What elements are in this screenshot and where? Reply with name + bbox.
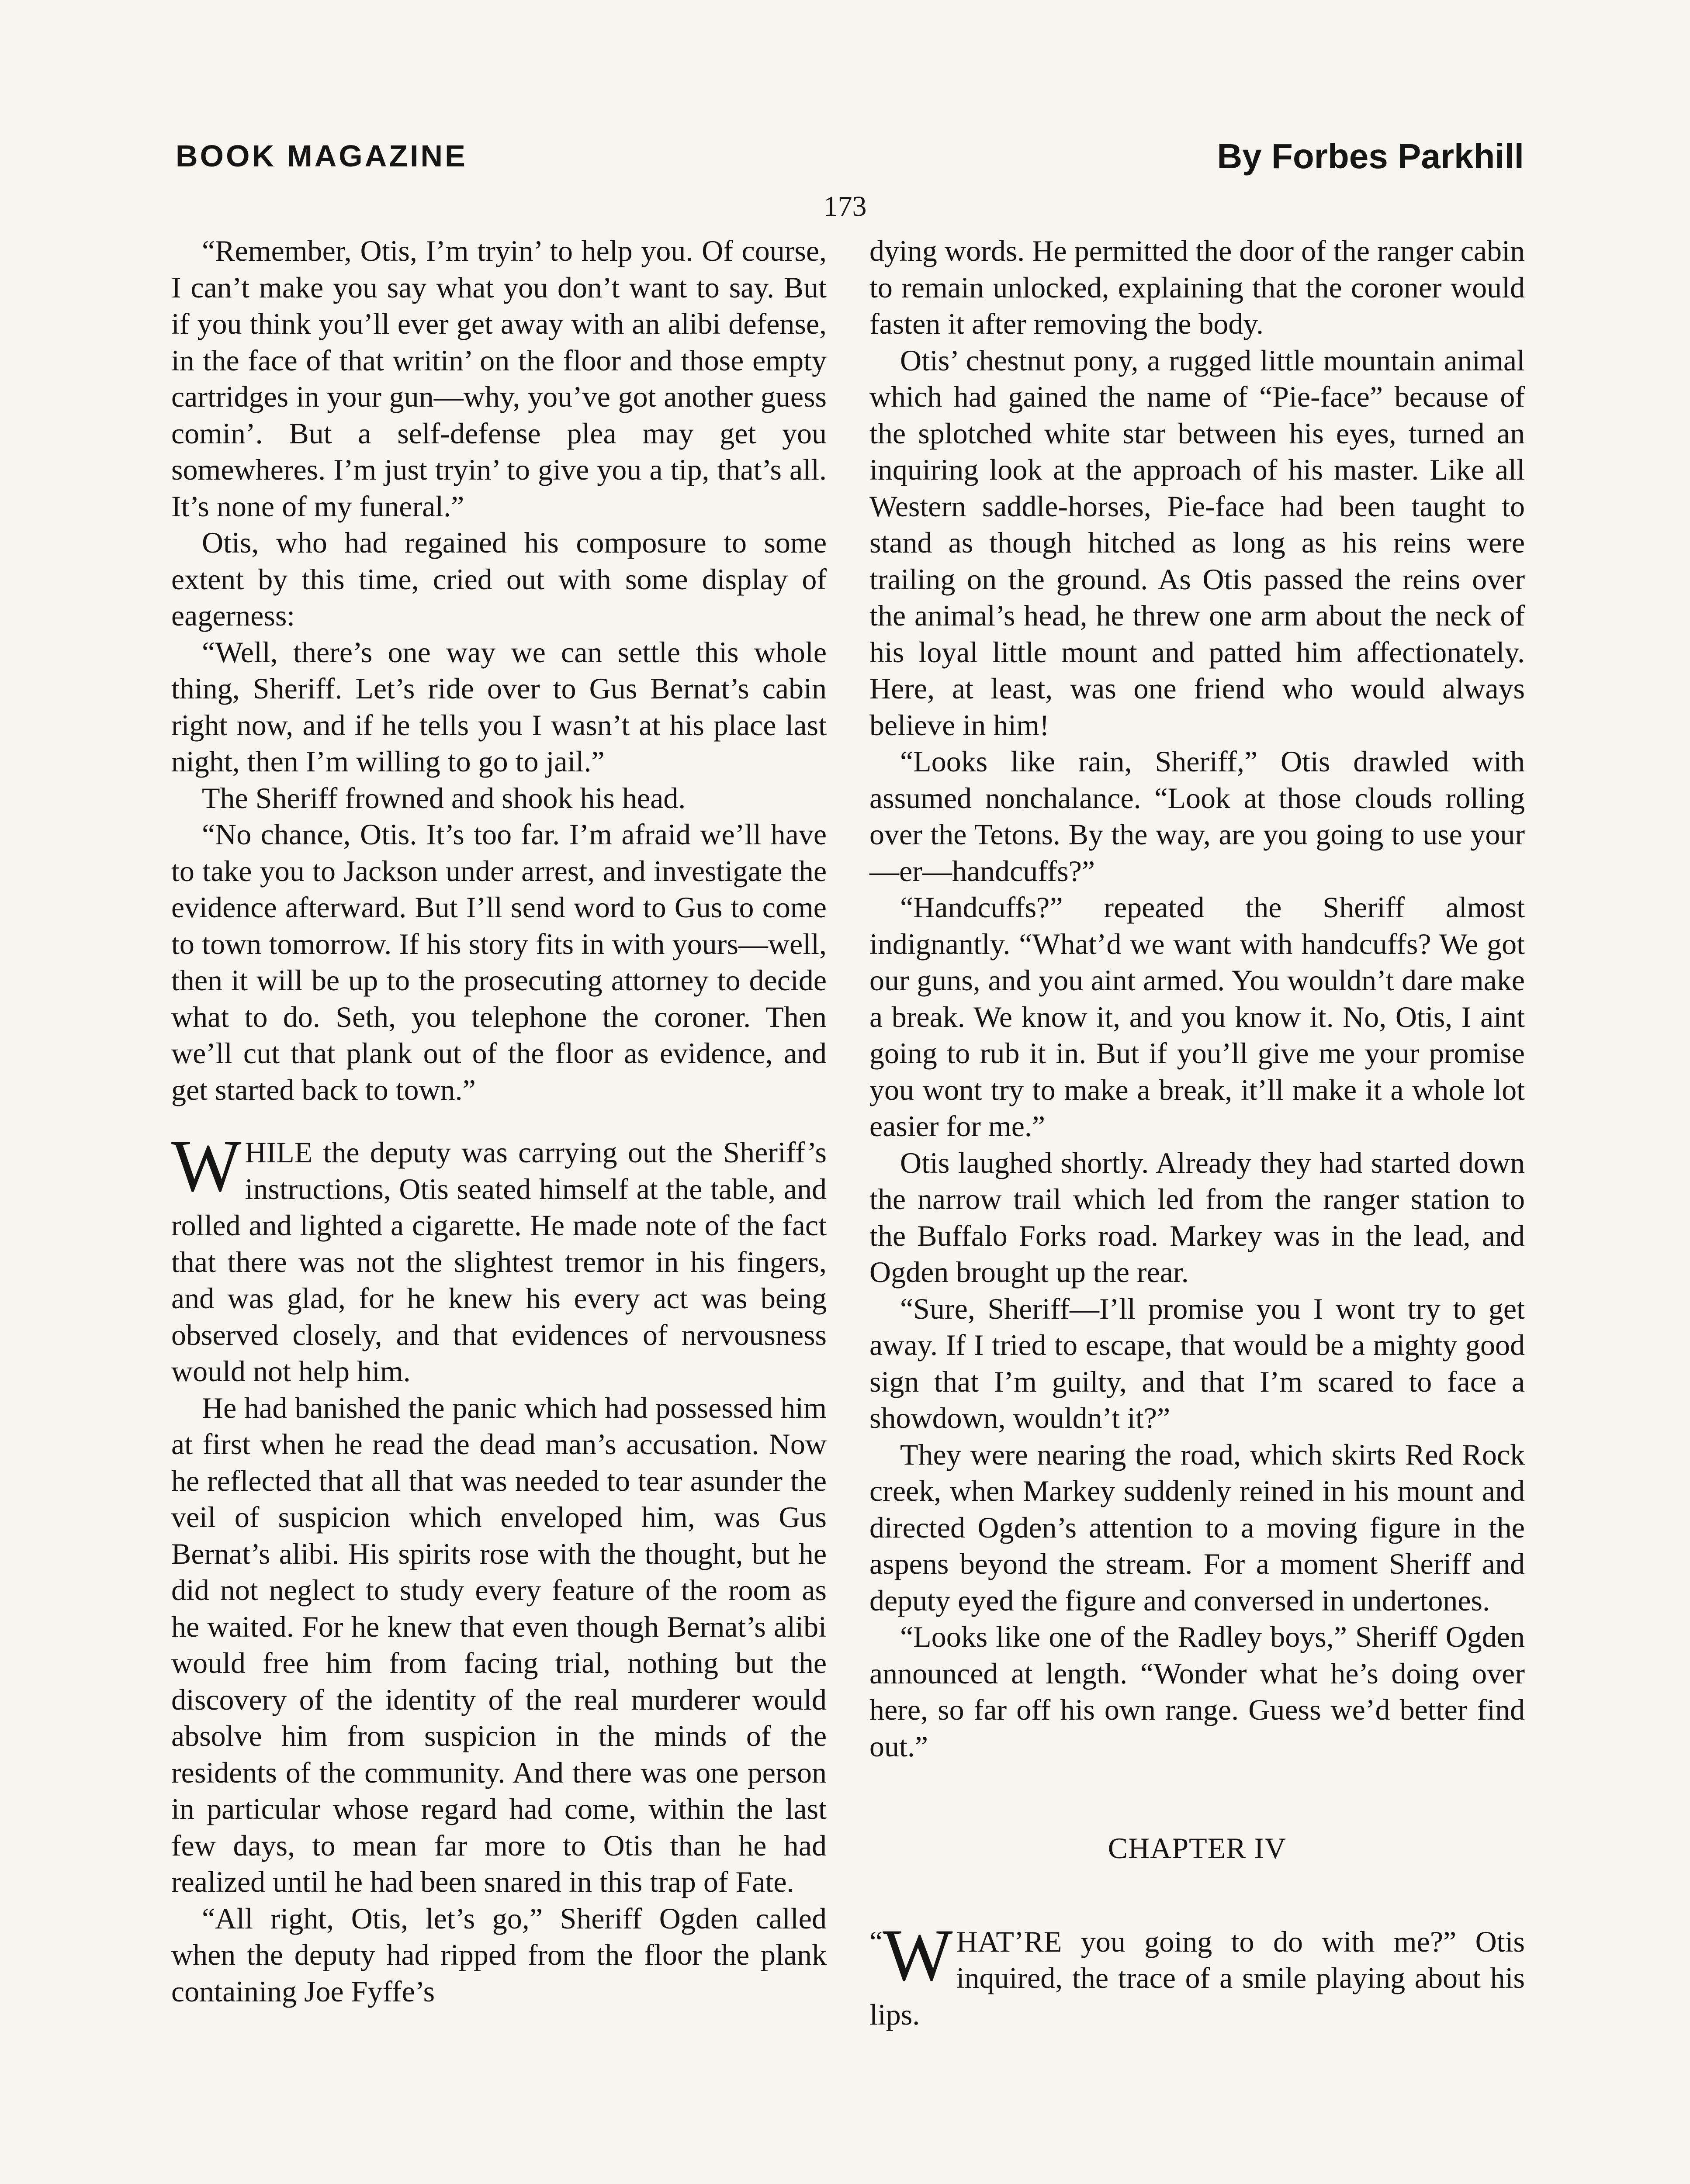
magazine-title: BOOK MAGAZINE <box>176 139 468 173</box>
page-number: 173 <box>823 190 867 222</box>
paragraph: Otis, who had regained his composure to some extent by this time, cried out with some display of eagerness: <box>171 526 827 632</box>
paragraph: Otis laughed shortly. Already they had started down the narrow trail which led from the ranger station to the Buffalo Forks road. Markey was in the lead, and Ogden brought up the rear. <box>869 1146 1525 1289</box>
paragraph: He had banished the panic which had possessed him at first when he read the dead man’s accusation. Now he reflected that all that was needed to tear asunder the veil of suspicion which enveloped him, was Gus Bernat’s alibi. His spirits rose with the thought, but he did not neglect to study every feature of the room as he waited. For he knew that even though Bernat’s alibi would free him from facing trial, nothing but the discovery of the identity of the real murderer would absolve him from suspicion in the minds of the residents of the community. And there was one person in particular whose regard had come, within the last few days, to mean far more to Otis than he had realized until he had been snared in this trap of Fate. <box>171 1391 827 1898</box>
chapter-opening-text: HAT’RE you going to do with me?” Otis inquired, the trace of a smile playing about his lips. <box>869 1925 1525 2031</box>
author-byline: By Forbes Parkhill <box>1217 137 1524 176</box>
drop-cap: W <box>171 1125 242 1207</box>
chapter-opening-paragraph <box>869 1914 1525 2033</box>
paragraph: “All right, Otis, let’s go,” Sheriff Ogden called when the deputy had ripped from the floor the plank containing Joe Fyffe’s <box>171 1901 827 2008</box>
paragraph: “Looks like rain, Sheriff,” Otis drawled with assumed nonchalance. “Look at those clouds rolling over the Tetons. By the way, are you going to use your—er—handcuffs?” <box>869 745 1525 888</box>
paragraph: Otis’ chestnut pony, a rugged little mountain animal which had gained the name of “Pie-face” because of the splotched white star between his eyes, turned an inquiring look at the approach of his master. Like all Western saddle-horses, Pie-face had been taught to stand as though hitched as long as his reins were trailing on the ground. As Otis passed the reins over the animal’s head, he threw one arm about the neck of his loyal little mount and patted him affectionately. Here, at least, was one friend who would always believe in him! <box>869 343 1525 742</box>
paragraph: “Handcuffs?” repeated the Sheriff almost indignantly. “What’d we want with handcuffs? We got our guns, and you aint armed. You wouldn’t dare make a break. We know it, and you know it. No, Otis, I aint going to rub it in. But if you’ll give me your promise you wont try to make a break, it’ll make it a whole lot easier for me.” <box>869 891 1525 1143</box>
right-column <box>869 233 1525 2033</box>
section-opening-paragraph <box>171 1125 827 1390</box>
section-opening-text: HILE the deputy was carrying out the Sheriff’s instructions, Otis seated himself at the table, and rolled and lighted a cigarette. He made note of the fact that there was not the slightest tremor in his fingers, and was glad, for he knew his every act was being observed closely, and that evidences of nervousness would not help him. <box>171 1136 827 1388</box>
paragraph: “Well, there’s one way we can settle this whole thing, Sheriff. Let’s ride over to Gus Bernat’s cabin right now, and if he tells you I wasn’t at his place last night, then I’m willing to go to jail.” <box>171 635 827 778</box>
paragraph: The Sheriff frowned and shook his head. <box>202 781 686 815</box>
paragraph: “Remember, Otis, I’m tryin’ to help you. Of course, I can’t make you say what you don’t want to say. But if you think you’ll ever get away with an alibi defense, in the face of that writin’ on the floor and those empty cartridges in your gun—why, you’ve got another guess comin’. But a self-defense plea may get you somewheres. I’m just tryin’ to give you a tip, that’s all. It’s none of my funeral.” <box>171 234 827 523</box>
chapter-heading: CHAPTER IV <box>1108 1832 1287 1865</box>
paragraph: They were nearing the road, which skirts Red Rock creek, when Markey suddenly reined in his mount and directed Ogden’s attention to a moving figure in the aspens beyond the stream. For a moment Sheriff and deputy eyed the figure and conversed in undertones. <box>869 1438 1525 1617</box>
left-column <box>171 233 827 2010</box>
drop-cap: W <box>883 1914 953 1996</box>
paragraph: “Sure, Sheriff—I’ll promise you I wont try to get away. If I tried to escape, that would be a mighty good sign that I’m guilty, and that I’m scared to face a showdown, wouldn’t it?” <box>869 1292 1525 1434</box>
opening-quote-mark: “ <box>869 1925 883 1958</box>
paragraph: “Looks like one of the Radley boys,” Sheriff Ogden announced at length. “Wonder what he’s doing over here, so far off his own range. Guess we’d better find out.” <box>869 1620 1525 1763</box>
paragraph: “No chance, Otis. It’s too far. I’m afraid we’ll have to take you to Jackson under arrest, and investigate the evidence afterward. But I’ll send word to Gus to come to town tomorrow. If his story fits in with yours—well, then it will be up to the prosecuting attorney to decide what to do. Seth, you telephone the coroner. Then we’ll cut that plank out of the floor as evidence, and get started back to town.” <box>171 818 827 1106</box>
continued-paragraph: dying words. He permitted the door of the ranger cabin to remain unlocked, explaining that the coroner would fasten it after removing the body. <box>869 234 1525 340</box>
